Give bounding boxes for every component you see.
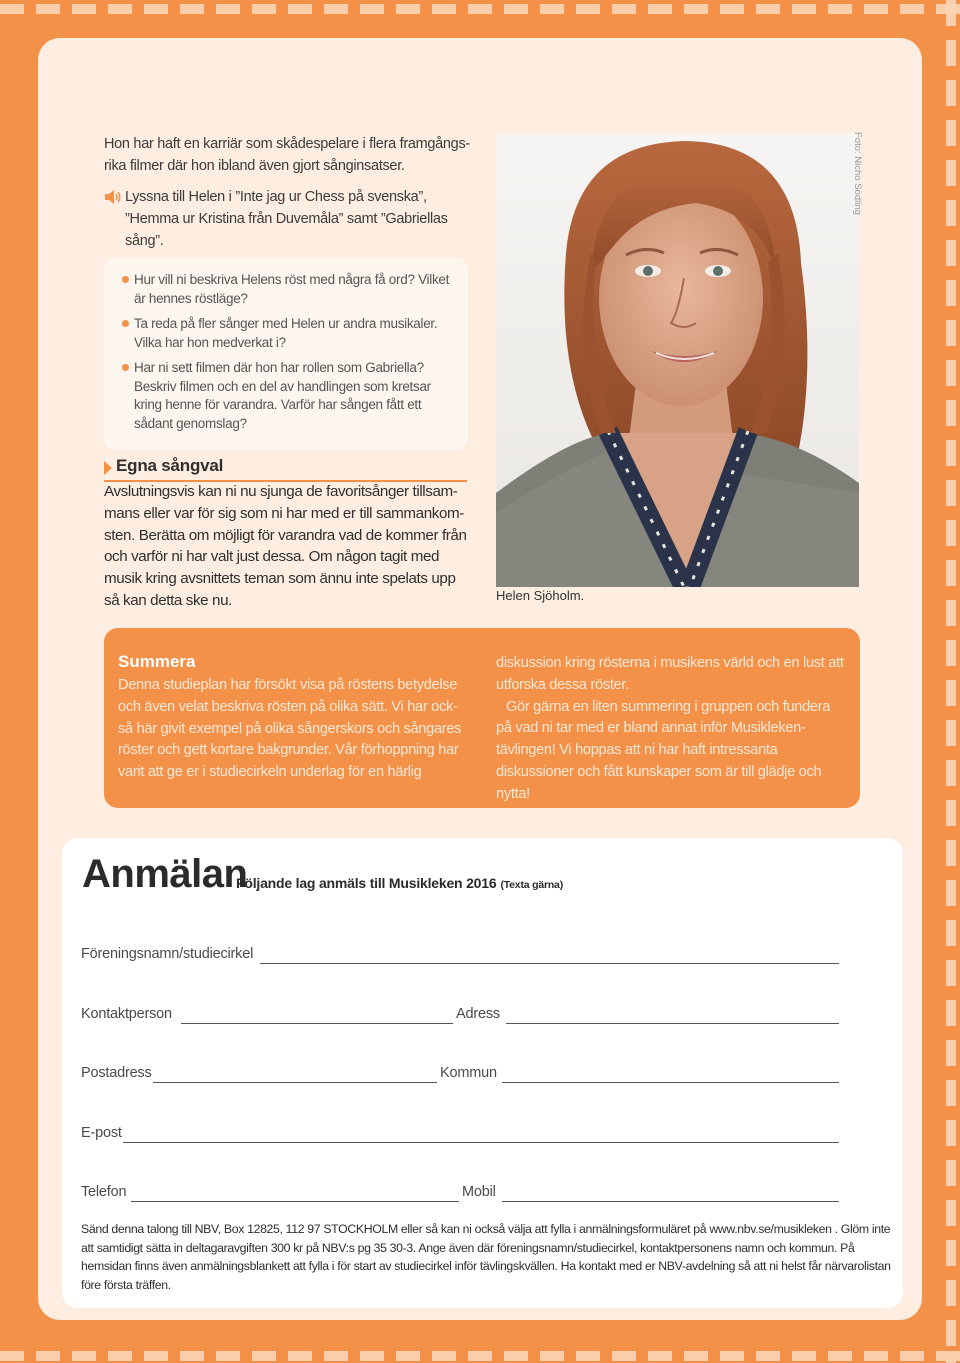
- forening-line[interactable]: [260, 963, 839, 964]
- question-text: Hur vill ni beskriva Helens röst med några få ord? Vilket är hennes röstläge?: [134, 272, 450, 306]
- adress-field[interactable]: [456, 1006, 839, 1028]
- summera-paragraph: diskussion kring rösterna i musikens värld och en lust att utforska dessa röster.: [496, 655, 844, 693]
- summera-column-2: [496, 653, 848, 806]
- summera-paragraph: Gör gärna en liten summering i gruppen och fundera på vad ni tar med er bland annat inför Musikleken-tävlingen! Vi hoppas att ni har haft intressanta diskussioner och fått kunskaper som är till glädje och nytta!: [496, 698, 831, 802]
- telefon-line[interactable]: [131, 1201, 459, 1202]
- postadress-field[interactable]: [81, 1065, 437, 1087]
- epost-line[interactable]: [123, 1142, 839, 1143]
- form-row-telefon: [81, 1184, 839, 1206]
- question-item: [134, 315, 454, 352]
- forening-label: Föreningsnamn/studiecirkel: [81, 946, 254, 962]
- border-dashes-bottom: [0, 1351, 960, 1361]
- egna-title: Egna sångval: [116, 456, 224, 475]
- speaker-icon: [104, 189, 122, 205]
- kommun-line[interactable]: [502, 1082, 839, 1083]
- listen-text: Lyssna till Helen i ”Inte jag ur Chess på svenska”, ”Hemma ur Kristina från Duvemåla” samt ”Gabriellas sång”.: [125, 189, 448, 249]
- form-instructions: Sänd denna talong till NBV, Box 12825, 112 97 STOCKHOLM eller så kan ni också välja att fylla i anmälningsformuläret på www.nbv.se/musikleken . Glöm inte att samtidigt sätta in deltagaravgiften 300 kr på NBV:s pg 35 30-3. Ange även där föreningsnamn/studiecirkel, kontaktpersonens namn och kommun. På hemsidan finns även anmälningsblankett att fylla i för start av studiecirkel inför tävlingskvällen. Ha kontakt med er NBV-avdelning så att ni helst får närvarolistan före första träffen.: [81, 1222, 891, 1292]
- form-row-epost: [81, 1125, 839, 1147]
- egna-sangval-text: Avslutningsvis kan ni nu sjunga de favoritsånger tillsam-mans eller var för sig som ni har med er till sammankom-sten. Berätta om möjligt för varandra vad de kommer från och varför ni har valt just dessa. Om någon tagit med musik kring avsnittets teman som ännu inte spelats upp så kan detta ske nu.: [104, 483, 467, 609]
- forening-field[interactable]: [81, 946, 839, 968]
- epost-field[interactable]: [81, 1125, 839, 1147]
- postadress-label: Postadress: [81, 1065, 152, 1081]
- question-item: [134, 271, 454, 308]
- telefon-label: Telefon: [81, 1184, 127, 1200]
- registration-form: [62, 838, 903, 1308]
- border-dashes-right: [946, 0, 956, 1363]
- form-row-postadress: [81, 1065, 839, 1087]
- question-item: [134, 359, 454, 433]
- portrait-illustration: [496, 133, 859, 587]
- form-subtitle: [236, 875, 563, 891]
- kontaktperson-line[interactable]: [181, 1023, 453, 1024]
- adress-label: Adress: [456, 1006, 500, 1022]
- epost-label: E-post: [81, 1125, 122, 1141]
- portrait-photo: [496, 133, 859, 587]
- kontaktperson-field[interactable]: [81, 1006, 453, 1028]
- photo-credit: Foto: Nicho Södling: [852, 132, 863, 215]
- photo-caption: Helen Sjöholm.: [496, 588, 585, 603]
- bullet-icon: [122, 276, 129, 283]
- form-subtitle-text: Följande lag anmäls till Musikleken 2016: [236, 875, 497, 891]
- mobil-field[interactable]: [462, 1184, 839, 1206]
- question-text: Ta reda på fler sånger med Helen ur andra musikaler. Vilka har hon medverkat i?: [134, 316, 438, 350]
- bullet-icon: [122, 364, 129, 371]
- summera-column-1: Denna studieplan har försökt visa på röstens betydelse och även velat beskriva rösten på olika sätt. Vi har ock-så här givit exempel på olika sångerskors och sångares röster och gett kortare bakgrunder. Vår förhoppning har varit att ge er i studiecirkeln underlag för en härlig: [118, 677, 462, 781]
- summera-title: Summera: [118, 652, 196, 671]
- form-title: Anmälan: [82, 852, 248, 896]
- mobil-line[interactable]: [502, 1201, 839, 1202]
- questions-box: [104, 258, 468, 450]
- listen-tip: [104, 186, 474, 252]
- kommun-label: Kommun: [440, 1065, 497, 1081]
- form-row-forening: [81, 946, 839, 968]
- adress-line[interactable]: [506, 1023, 839, 1024]
- triangle-icon: [104, 461, 112, 475]
- question-text: Har ni sett filmen där hon har rollen som Gabriella? Beskriv filmen och en del av handlingen som kretsar kring henne för varandra. Varför har sången fått ett sådant genomslag?: [134, 360, 431, 431]
- kontaktperson-label: Kontaktperson: [81, 1006, 172, 1022]
- mobil-label: Mobil: [462, 1184, 496, 1200]
- border-dashes-top: [0, 4, 960, 14]
- kommun-field[interactable]: [440, 1065, 839, 1087]
- summera-box: [104, 628, 860, 808]
- intro-paragraph: Hon har haft en karriär som skådespelare i flera framgångs-rika filmer där hon ibland även gjort sånginsatser.: [104, 136, 470, 174]
- form-row-kontakt: [81, 1006, 839, 1028]
- telefon-field[interactable]: [81, 1184, 459, 1206]
- bullet-icon: [122, 320, 129, 327]
- questions-list: [104, 258, 468, 433]
- egna-sangval-heading: [104, 456, 467, 482]
- form-subtitle-note: (Texta gärna): [500, 879, 563, 891]
- postadress-line[interactable]: [153, 1082, 437, 1083]
